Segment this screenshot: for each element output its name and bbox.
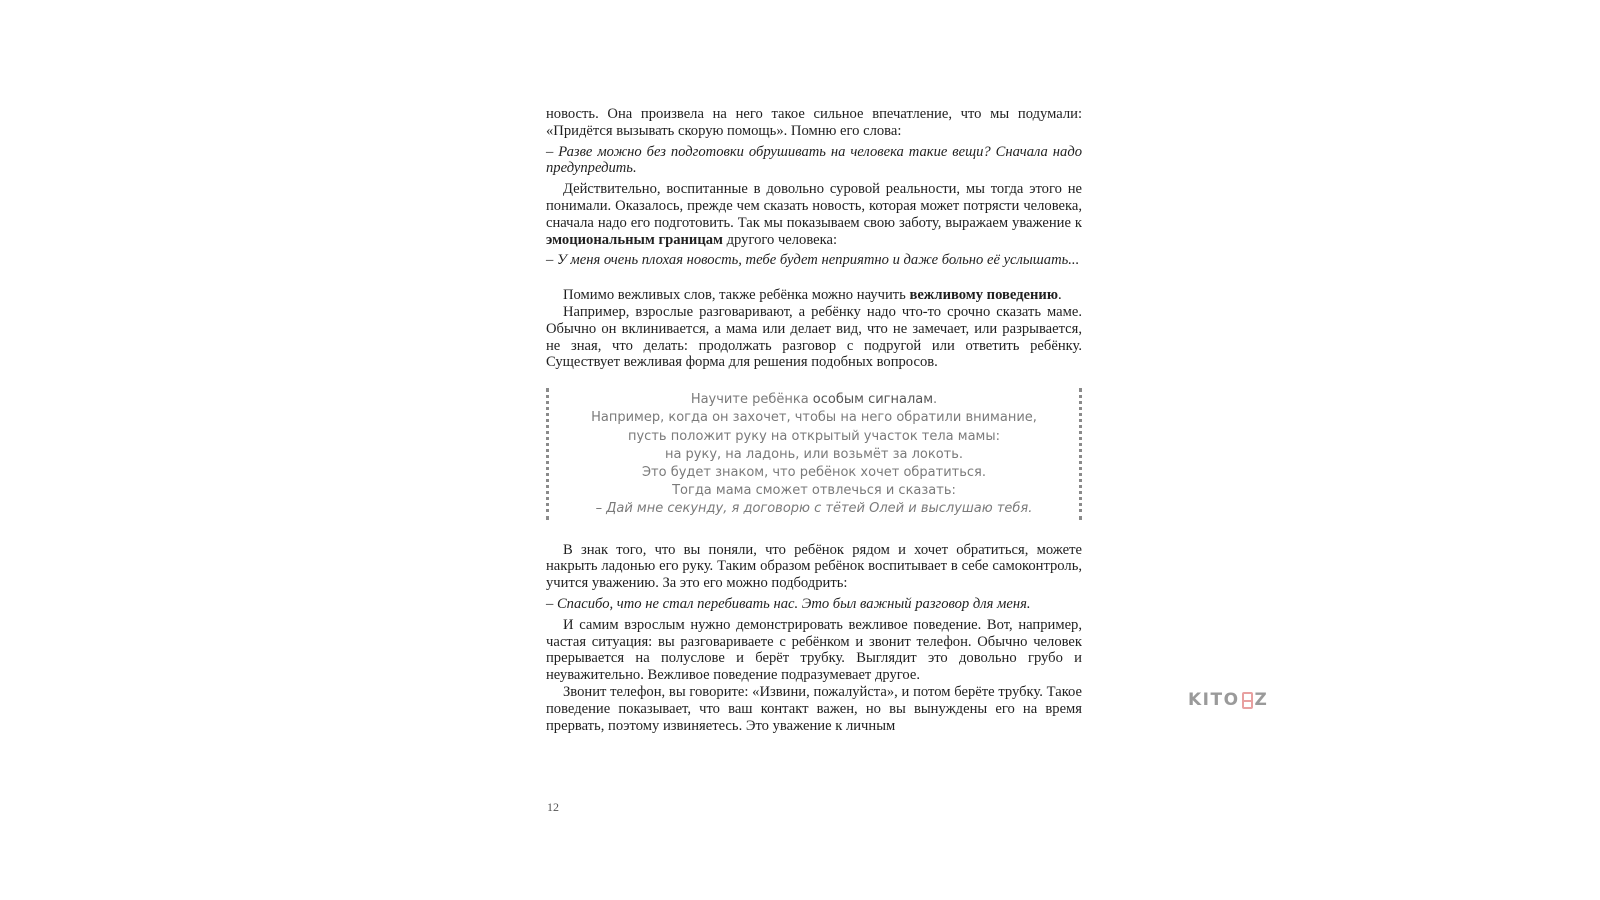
paragraph: В знак того, что вы поняли, что ребёнок рядом и хочет обратиться, можете накрыть ладонью его руку. Таким образом ребёнок воспитывает в себе самоконтроль, учится уважению. За это его можно подбодрить: — [546, 541, 1082, 592]
book-icon — [1242, 692, 1253, 709]
watermark-logo — [1188, 690, 1268, 710]
paragraph: Звонит телефон, вы говорите: «Извини, пожалуйста», и потом берёте трубку. Такое поведение показывает, что ваш контакт важен, но вы вынуждены его на время прервать, поэтому извиняетесь. Это уважение к личным — [546, 683, 1082, 734]
callout-line: – Дай мне секунду, я договорю с тётей Олей и выслушаю тебя. — [595, 501, 1033, 517]
page-number: 12 — [547, 800, 559, 814]
paragraph: новость. Она произвела на него такое сильное впечатление, что мы подумали: «Придётся вызывать скорую помощь». Помню его слова: — [546, 106, 1082, 139]
paragraph — [546, 181, 1082, 248]
bold-term: эмоциональным границам — [546, 231, 723, 248]
bold-term: вежливому поведению — [909, 287, 1058, 304]
paragraph: И самим взрослым нужно демонстрировать вежливое поведение. Вот, например, частая ситуация: вы разговариваете с ребёнком и звонит телефон. Обычно человек прерывается на полуслове и берёт трубку. Выглядит это довольно грубо и неуважительно. Вежливое поведение подразумевает другое. — [546, 616, 1082, 684]
quote: – Спасибо, что не стал перебивать нас. Это был важный разговор для меня. — [546, 595, 1031, 612]
callout-line: Научите ребёнка особым сигналам. — [690, 392, 938, 408]
paragraph-text: другого человека: — [722, 231, 838, 248]
paragraph-text: . — [1058, 287, 1062, 304]
quote: – У меня очень плохая новость, тебе будет неприятно и даже больно её услышать... — [546, 252, 1080, 269]
paragraph — [546, 287, 1082, 304]
callout-highlight: особым сигналам — [812, 392, 934, 408]
callout-line: Например, когда он захочет, чтобы на него обратили внимание, — [591, 410, 1037, 426]
paragraph-text: Помимо вежливых слов, также ребёнка можно научить — [563, 287, 910, 304]
tip-callout — [546, 388, 1082, 519]
callout-line: Это будет знаком, что ребёнок хочет обратиться. — [641, 464, 986, 480]
paragraph-text: Действительно, воспитанные в довольно суровой реальности, мы тогда этого не понимали. Оказалось, прежде чем сказать новость, которая может потрясти человека, сначала надо его подготовить. Так мы показываем свою заботу, выражаем уважение к — [546, 181, 1082, 231]
callout-right-border — [1079, 388, 1082, 519]
callout-left-border — [546, 388, 549, 519]
callout-line: Тогда мама сможет отвлечься и сказать: — [672, 483, 956, 499]
watermark-text: KITO — [1188, 690, 1240, 710]
callout-line: пусть положит руку на открытый участок тела мамы: — [627, 428, 1001, 444]
quote: – Разве можно без подготовки обрушивать на человека такие вещи? Сначала надо предупредить. — [546, 143, 1082, 177]
book-page — [546, 106, 1082, 734]
watermark-text: Z — [1254, 690, 1269, 710]
callout-line: на руку, на ладонь, или возьмёт за локоть. — [664, 446, 964, 462]
paragraph: Например, взрослые разговаривают, а ребёнку надо что-то срочно сказать маме. Обычно он вклинивается, а мама или делает вид, что не замечает, или разрывается, не зная, что делать: продолжать разговор с подругой или ответить ребёнку. Существует вежливая форма для решения подобных вопросов. — [546, 303, 1082, 371]
